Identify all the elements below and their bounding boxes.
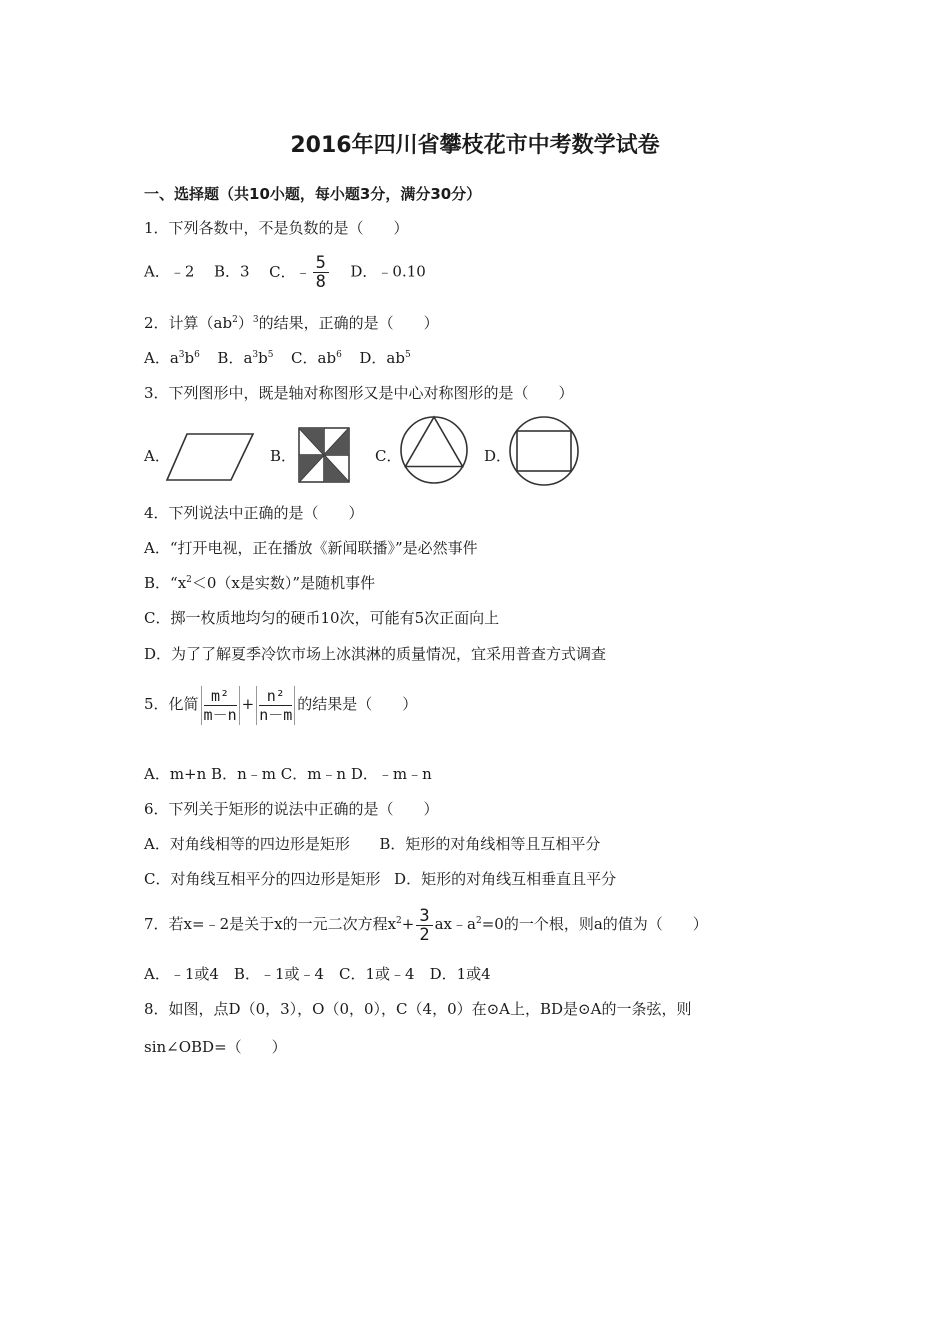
pinwheel-figure [295,424,353,486]
q4-option-a: A．“打开电视，正在播放《新闻联播》”是必然事件 [144,539,478,557]
q1-option-c: C．﹣ $\frac{5}{8}$ [269,263,331,281]
question-2-options [144,348,411,368]
question-6-stem: 6．下列关于矩形的说法中正确的是（ ） [144,800,439,818]
question-2-stem: 2．计算$(ab^2)^3$的结果，正确的是（ ） [144,314,439,332]
q6-option-c: C．对角线互相平分的四边形是矩形 [144,870,381,888]
q6-options-row-2 [144,869,616,889]
q4-option-c: C．掷一枚质地均匀的硬币10次，可能有5次正面向上 [144,609,500,627]
question-8-stem: 8．如图，点D（0，3），O（0，0），C（4，0）在⊙A上，BD是⊙A的一条弦，则 [144,1000,692,1018]
q3-option-a-label: A． [144,447,170,465]
q1-option-d: D．﹣0.10 [350,262,426,281]
question-1-options [144,254,426,291]
triangle-in-circle-figure [398,414,470,486]
q1-option-b: B．3 [213,262,250,281]
page-title: 2016年四川省攀枝花市中考数学试卷 [290,133,660,158]
q2-option-b: B．$a^3b^5$ [217,349,274,367]
q3-option-c-label: C． [375,447,402,465]
question-1-stem: 1．下列各数中，不是负数的是（ ） [144,219,409,237]
q6-option-b: B．矩形的对角线相等且互相平分 [379,835,601,853]
question-5-options: A．m+n B．n﹣m C．m﹣n D．﹣m﹣n [144,765,432,783]
question-5-stem: 5．化简 $\frac{\text{m²}}{m-n}$ + $\frac{\text{n²}}{n-m}$ 的结果是（ ） [144,686,418,724]
question-7-options: A．﹣1或4 B．﹣1或﹣4 C．1或﹣4 D．1或4 [144,965,491,983]
q7-fraction: $\frac{3}{2}$ [416,907,432,944]
question-8-stem-cont: sin∠OBD=（ ） [144,1038,287,1056]
q4-option-b: B．“$x^2<0(x$是实数）”是随机事件 [144,574,376,592]
q1-option-a: A．﹣2 [144,262,195,281]
q2-option-d: D．$ab^5$ [359,349,411,367]
section-heading: 一、选择题（共10小题，每小题3分，满分30分） [144,185,482,203]
q2-option-a: A．$a^3b^6$ [144,349,200,367]
q3-option-d-label: D． [484,447,512,465]
q5-fraction-1: $\frac{\text{m²}}{m-n}$ [201,686,240,725]
q6-option-a: A．对角线相等的四边形是矩形 [144,835,350,853]
question-3-stem: 3．下列图形中，既是轴对称图形又是中心对称图形的是（ ） [144,384,574,402]
q6-option-d: D．矩形的对角线互相垂直且平分 [394,870,617,888]
q6-options-row-1 [144,834,600,854]
q3-option-b-label: B． [270,447,297,465]
q4-option-d: D．为了了解夏季冷饮市场上冰淇淋的质量情况，宜采用普查方式调查 [144,645,607,663]
q5-fraction-2: $\frac{\text{n²}}{n-m}$ [256,686,295,725]
q1-fraction: $\frac{5}{8}$ [313,254,329,291]
question-7-stem: 7．若x=﹣2是关于x的一元二次方程$x^2+$ $\frac{3}{2}$ $ax﹣a^2=0$的一个根，则a的值为（ ） [144,905,708,945]
q2-option-c: C．$ab^6$ [291,349,342,367]
rectangle-in-circle-figure [507,414,581,488]
parallelogram-figure [165,430,257,486]
question-4-stem: 4．下列说法中正确的是（ ） [144,504,364,522]
